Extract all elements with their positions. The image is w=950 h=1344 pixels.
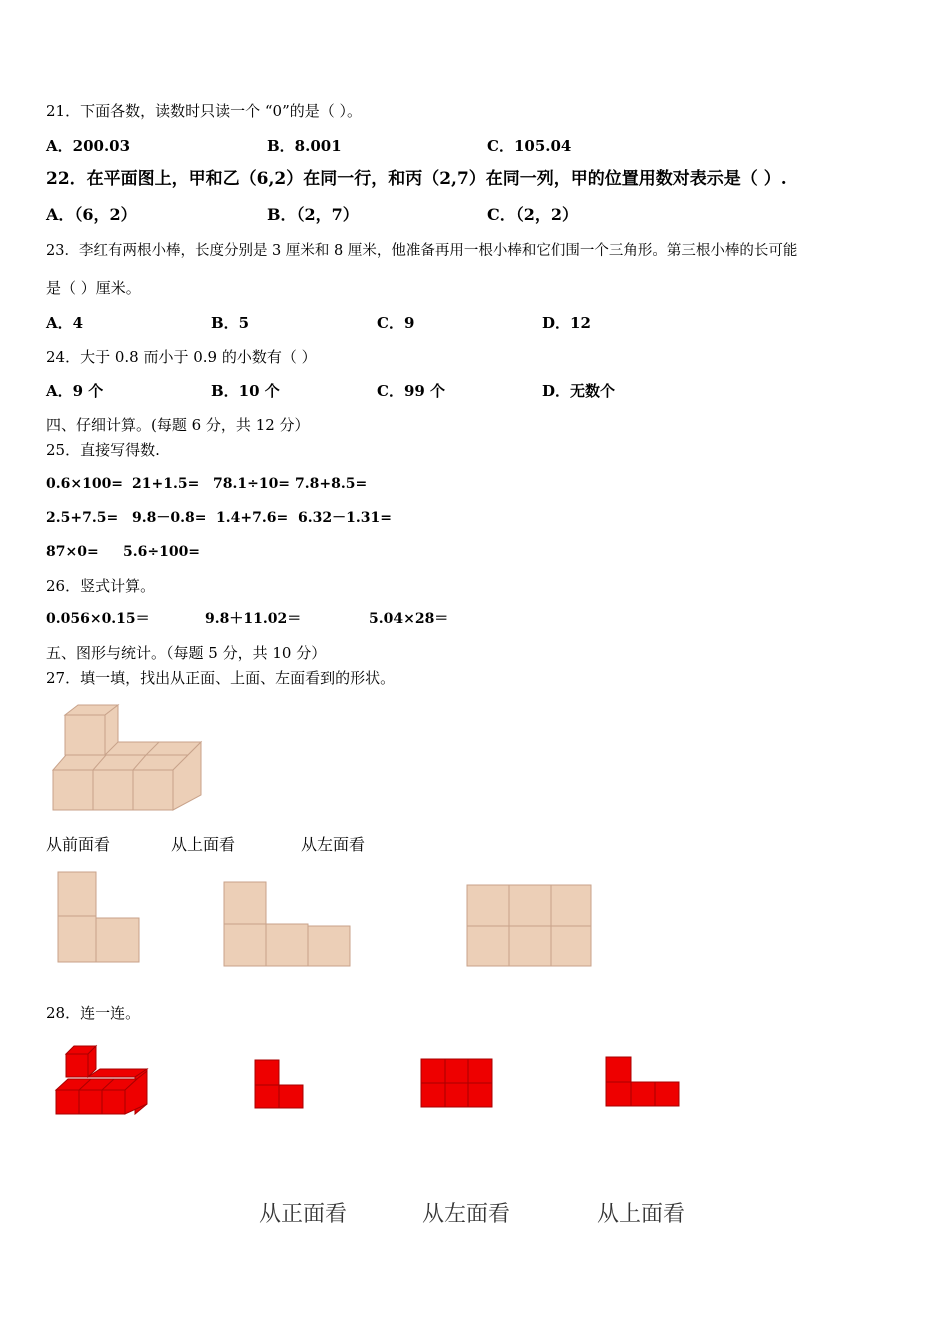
q23-option-a: A．4 bbox=[46, 314, 84, 332]
front-cube-1 bbox=[53, 770, 93, 810]
label-left-view: 从左面看 bbox=[301, 835, 366, 854]
q28-caption-front: 从正面看 bbox=[259, 1202, 348, 1227]
label-top-view: 从上面看 bbox=[171, 835, 236, 854]
q28-red-3d-blocks bbox=[52, 1044, 152, 1119]
q28-caption-left: 从左面看 bbox=[422, 1202, 511, 1227]
q26-stem: 26．竖式计算。 bbox=[46, 577, 156, 595]
front-row-top bbox=[53, 755, 188, 770]
q23-option-d: D．12 bbox=[542, 314, 591, 332]
q25-r2-c3: 1.4+7.6= bbox=[216, 510, 289, 526]
q25-r1-c3: 78.1÷10= bbox=[213, 476, 291, 492]
cube-front-face bbox=[65, 715, 105, 755]
front-cube-3 bbox=[133, 770, 173, 810]
q27-view-shape-1 bbox=[55, 870, 145, 970]
q28-stem: 28．连一连。 bbox=[46, 1004, 141, 1022]
q26-item-1: 0.056×0.15＝ bbox=[46, 611, 150, 627]
q28-caption-top: 从上面看 bbox=[597, 1202, 686, 1227]
q24-option-a: A．9 个 bbox=[46, 382, 104, 400]
q23-stem-line2: 是（ ）厘米。 bbox=[46, 279, 141, 297]
q21-option-c: C．105.04 bbox=[487, 137, 572, 155]
section-4-heading: 四、仔细计算。(每题 6 分，共 12 分） bbox=[46, 416, 310, 434]
q22-stem: 22．在平面图上，甲和乙（6,2）在同一行，和丙（2,7）在同一列，甲的位置用数对表示是（ ）. bbox=[46, 169, 787, 189]
q22-option-c: C．（2，2） bbox=[487, 205, 579, 224]
front-cube-2 bbox=[93, 770, 133, 810]
q26-item-3: 5.04×28＝ bbox=[369, 611, 449, 627]
q22-option-a: A．（6，2） bbox=[46, 205, 137, 224]
q24-stem: 24．大于 0.8 而小于 0.9 的小数有（ ） bbox=[46, 348, 317, 366]
q22-option-b: B．（2，7） bbox=[267, 205, 359, 224]
q25-r3-c2: 5.6÷100= bbox=[123, 544, 201, 560]
q26-item-2: 9.8＋11.02＝ bbox=[205, 611, 302, 627]
q27-3d-blocks-figure bbox=[48, 700, 208, 815]
q25-r2-c4: 6.32－1.31= bbox=[298, 510, 392, 526]
q24-option-c: C．99 个 bbox=[377, 382, 446, 400]
q27-view-shape-3 bbox=[464, 883, 596, 971]
q25-r1-c1: 0.6×100= bbox=[46, 476, 124, 492]
q28-red-view-3 bbox=[603, 1054, 683, 1109]
q25-r1-c4: 7.8+8.5= bbox=[295, 476, 368, 492]
q21-option-a: A．200.03 bbox=[46, 137, 131, 155]
q25-r2-c1: 2.5+7.5= bbox=[46, 510, 119, 526]
q23-stem-line1: 23．李红有两根小棒，长度分别是 3 厘米和 8 厘米，他准备再用一根小棒和它们围一个三角形。第三根小棒的长可能 bbox=[46, 243, 798, 259]
q23-option-b: B．5 bbox=[211, 314, 250, 332]
q28-red-view-2 bbox=[417, 1056, 495, 1111]
q27-view-shape-2 bbox=[221, 880, 356, 972]
q23-option-c: C．9 bbox=[377, 314, 415, 332]
q27-stem: 27．填一填，找出从正面、上面、左面看到的形状。 bbox=[46, 669, 396, 687]
q24-option-d: D．无数个 bbox=[542, 382, 616, 400]
label-front-view: 从前面看 bbox=[46, 835, 111, 854]
q25-stem: 25．直接写得数. bbox=[46, 441, 160, 459]
q25-r3-c1: 87×0= bbox=[46, 544, 99, 560]
q21-stem: 21．下面各数，读数时只读一个 “0”的是（ ）。 bbox=[46, 102, 363, 120]
q28-red-view-1 bbox=[252, 1057, 307, 1113]
q21-option-b: B．8.001 bbox=[267, 137, 342, 155]
section-5-heading: 五、图形与统计。（每题 5 分，共 10 分） bbox=[46, 644, 327, 662]
q25-r2-c2: 9.8－0.8= bbox=[132, 510, 207, 526]
q25-r1-c2: 21+1.5= bbox=[132, 476, 200, 492]
q24-option-b: B．10 个 bbox=[211, 382, 280, 400]
